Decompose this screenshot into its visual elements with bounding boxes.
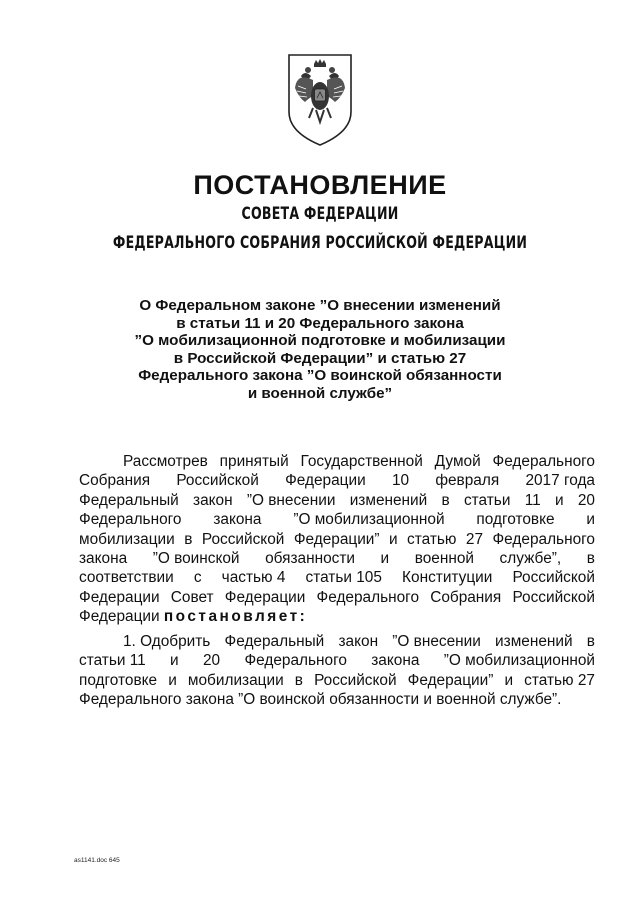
word: Российской bbox=[176, 472, 259, 490]
text-line bbox=[79, 491, 595, 510]
clause-1-paragraph bbox=[79, 632, 595, 710]
clause-1-lines bbox=[79, 632, 595, 690]
word: Федерации” bbox=[293, 530, 380, 548]
text-line bbox=[79, 671, 595, 690]
word: Федерального bbox=[79, 511, 182, 529]
word: с bbox=[193, 569, 202, 587]
word: обязанности bbox=[265, 550, 355, 568]
word: в bbox=[184, 530, 193, 548]
word: мобилизации bbox=[187, 671, 284, 689]
word: статью bbox=[407, 530, 457, 548]
word: февраля bbox=[435, 472, 500, 490]
word: 20 bbox=[202, 652, 221, 670]
word: 1. Одобрить bbox=[123, 633, 211, 650]
word: Федерального bbox=[492, 453, 595, 470]
word: 27 bbox=[465, 530, 484, 548]
clause-1-last-text: Федерального закона ”О воинской обязанности и военной службе”. bbox=[79, 691, 562, 709]
subject-line: О Федеральном законе ”О внесении изменений bbox=[139, 297, 501, 314]
word: Федерации bbox=[224, 588, 306, 606]
subject-line: в Российской Федерации” и статью 27 bbox=[173, 349, 467, 367]
word: статьи bbox=[463, 491, 511, 509]
word: ”О мобилизационной bbox=[293, 511, 445, 529]
word: 20 bbox=[577, 491, 595, 509]
word: закона bbox=[371, 652, 420, 670]
word: Федеральный bbox=[224, 633, 325, 650]
word: Федеральный bbox=[79, 491, 179, 509]
subject-line: Федерального закона ”О воинской обязанности bbox=[138, 367, 502, 385]
word: закон bbox=[193, 491, 233, 509]
word: соответствии bbox=[79, 569, 174, 587]
text-line bbox=[79, 549, 595, 568]
text-line bbox=[79, 471, 595, 490]
word: подготовке bbox=[79, 671, 158, 689]
word: закона bbox=[79, 550, 128, 568]
word: Федерального bbox=[492, 530, 595, 548]
word: мобилизации bbox=[79, 530, 175, 548]
word: ”О воинской bbox=[152, 550, 240, 568]
word: принятый bbox=[219, 453, 289, 470]
word: ”О внесении bbox=[246, 491, 336, 509]
word: Российской bbox=[314, 671, 397, 689]
text-line bbox=[79, 632, 595, 651]
word: и bbox=[380, 550, 390, 568]
word: Собрания bbox=[430, 588, 502, 606]
word: в bbox=[294, 671, 303, 689]
subject-line: в статьи 11 и 20 Федерального закона bbox=[176, 314, 464, 332]
word: Думой bbox=[434, 453, 481, 470]
word: статьи 11 bbox=[79, 652, 146, 670]
word: службе”, bbox=[499, 550, 562, 568]
word: Федерации” bbox=[407, 671, 494, 689]
word: подготовке bbox=[476, 511, 555, 529]
word: Федерации bbox=[285, 472, 366, 490]
word: и bbox=[170, 652, 179, 670]
issuer-line-2: ФЕДЕРАЛЬНОГО СОБРАНИЯ РОССИЙСКОЙ ФЕДЕРАЦИИ bbox=[112, 233, 528, 253]
preamble-last-line bbox=[79, 607, 595, 626]
resolution-subject bbox=[80, 297, 560, 403]
word: Рассмотрев bbox=[123, 453, 208, 470]
text-line bbox=[79, 510, 595, 529]
document-file-code: as1141.doc 645 bbox=[74, 857, 120, 864]
word: и bbox=[554, 491, 564, 509]
word: военной bbox=[414, 550, 474, 568]
word: частью 4 bbox=[221, 569, 286, 587]
preamble-paragraph bbox=[79, 452, 595, 627]
text-line bbox=[79, 452, 595, 471]
word: Конституции bbox=[402, 569, 493, 587]
word: Российской bbox=[512, 569, 595, 587]
word: 11 bbox=[524, 491, 541, 509]
word: Федерации bbox=[79, 588, 160, 606]
clause-1-last-line bbox=[79, 690, 595, 709]
subject-line: и военной службе” bbox=[247, 384, 393, 402]
word: Государственной bbox=[300, 453, 423, 470]
text-line bbox=[79, 651, 595, 670]
word: Российской bbox=[512, 588, 595, 606]
word: 10 bbox=[391, 472, 410, 490]
word: в bbox=[441, 491, 450, 509]
word: ”О мобилизационной bbox=[443, 652, 595, 670]
word: Российской bbox=[201, 530, 285, 548]
word: изменений bbox=[349, 491, 428, 509]
subject-line: ”О мобилизационной подготовке и мобилизации bbox=[134, 332, 506, 350]
text-line bbox=[79, 568, 595, 587]
text-line bbox=[79, 588, 595, 607]
word: закон bbox=[338, 633, 379, 650]
word: Совет bbox=[170, 588, 214, 606]
coat-of-arms-russia-icon bbox=[283, 52, 357, 148]
word: изменений bbox=[495, 633, 573, 650]
decree-word: постановляет: bbox=[163, 608, 308, 626]
word: и bbox=[168, 671, 177, 689]
word: статьи 105 bbox=[305, 569, 382, 587]
word: и bbox=[504, 671, 514, 689]
text-line bbox=[79, 530, 595, 549]
word: в bbox=[586, 633, 595, 650]
word: Федерального bbox=[244, 652, 347, 670]
word: Собрания bbox=[79, 472, 151, 490]
word: ”О внесении bbox=[392, 633, 481, 650]
word: закона bbox=[213, 511, 262, 529]
word: и bbox=[586, 511, 595, 529]
word: статью 27 bbox=[524, 671, 595, 689]
document-type-title: ПОСТАНОВЛЕНИЕ bbox=[193, 170, 447, 200]
word: и bbox=[388, 530, 398, 548]
word: Федерального bbox=[316, 588, 420, 606]
word: в bbox=[586, 550, 595, 568]
word: 2017 года bbox=[525, 472, 595, 490]
preamble-last-text: Федерации bbox=[79, 608, 160, 626]
issuer-line-1: СОВЕТА ФЕДЕРАЦИИ bbox=[241, 204, 399, 224]
preamble-lines bbox=[79, 452, 595, 607]
